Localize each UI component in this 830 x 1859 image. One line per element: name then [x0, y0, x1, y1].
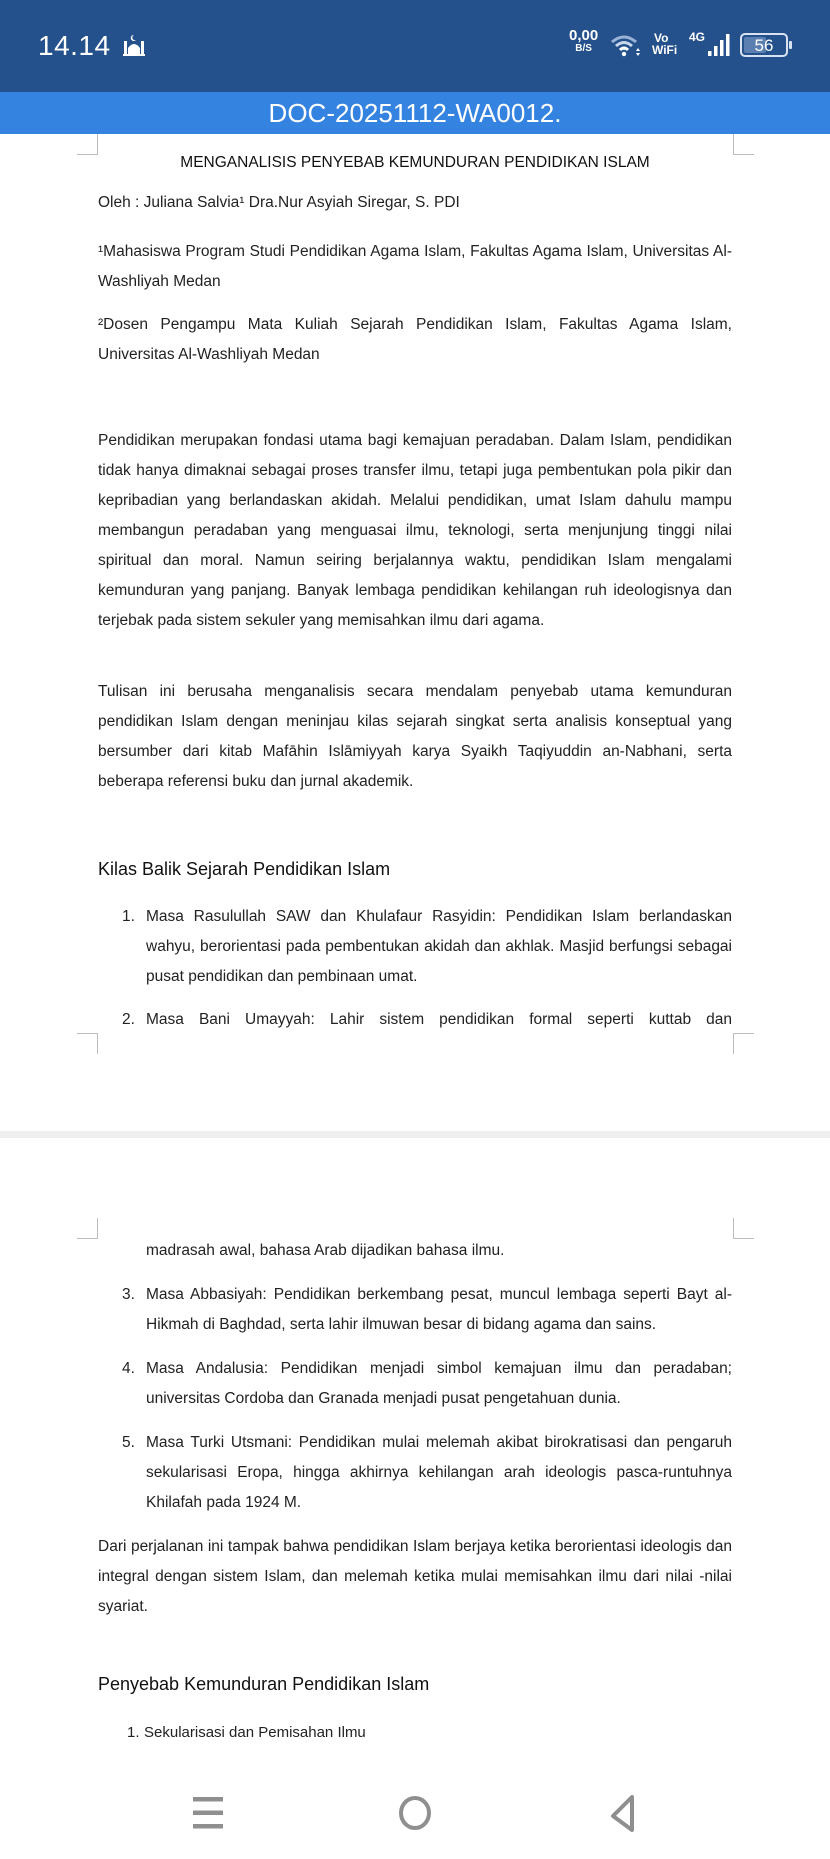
intro-paragraph-2: Tulisan ini berusaha menganalisis secara mendalam penyebab utama kemunduran pendidikan Islam dengan meninjau kilas sejarah singkat serta analisis konseptual yang bersumber dari kitab Mafāhin Islāmiyyah karya Syaikh Taqiyuddin an-Nabhani, serta beberapa referensi buku dan jurnal akademik.: [98, 683, 732, 790]
history-list-item-5: [98, 1428, 732, 1518]
history-list-item-4: [98, 1354, 732, 1414]
clock: 14.14: [38, 30, 111, 61]
list-number: 4.: [122, 1360, 135, 1377]
list-item-text: Masa Abbasiyah: Pendidikan berkembang pesat, muncul lembaga seperti Bayt al-Hikmah di Baghdad, serta lahir ilmuwan besar di bidang agama dan sains.: [146, 1286, 732, 1333]
intro-paragraph-1: Pendidikan merupakan fondasi utama bagi kemajuan peradaban. Dalam Islam, pendidikan tidak hanya dimaknai sebagai proses transfer ilmu, tetapi juga pembentukan pola pikir dan kepribadian yang berlandaskan akidah. Melalui pendidikan, umat Islam dahulu mampu membangun peradaban yang menguasai ilmu, teknologi, serta menjunjung tinggi nilai spiritual dan moral. Namun seiring berjalannya waktu, pendidikan Islam mengalami kemunduran yang panjang. Banyak lembaga pendidikan kehilangan ruh ideologisnya dan terjebak pada sistem sekuler yang memisahkan ilmu dari agama.: [98, 432, 732, 629]
mosque-icon: [122, 33, 146, 57]
page-corner-marker: [733, 1218, 754, 1239]
system-navigation-bar: [0, 1770, 830, 1859]
list-number: 5.: [122, 1434, 135, 1451]
battery-tip: [789, 41, 792, 49]
list-item-text: Masa Turki Utsmani: Pendidikan mulai melemah akibat birokratisasi dan pengaruh sekularisasi Eropa, hingga akhirnya kehilangan arah ideologis pasca-runtuhnya Khilafah pada 1924 M.: [146, 1434, 732, 1511]
document-title-bar: [0, 92, 830, 134]
page-corner-marker: [77, 1218, 98, 1239]
author-line: Oleh : Juliana Salvia¹ Dra.Nur Asyiah Siregar, S. PDI: [98, 194, 460, 211]
list-number: 3.: [122, 1286, 135, 1303]
network-type: 4G: [689, 30, 706, 44]
list-item-text: Masa Andalusia: Pendidikan menjadi simbol kemajuan ilmu dan peradaban; universitas Cordoba dan Granada menjadi pusat pengetahuan dunia.: [146, 1360, 732, 1407]
affiliation-2: ²Dosen Pengampu Mata Kuliah Sejarah Pendidikan Islam, Fakultas Agama Islam, Universitas Al-Washliyah Medan: [98, 316, 732, 363]
history-list-item-2-continuation: madrasah awal, bahasa Arab dijadikan bahasa ilmu.: [146, 1242, 505, 1259]
page-separator: [0, 1131, 830, 1138]
cause-list-item-1: [98, 1718, 732, 1748]
history-list-item-2: [98, 1005, 732, 1035]
page-corner-marker: [77, 1033, 98, 1054]
network-speed: [569, 29, 598, 55]
vowifi-line1: Vo: [654, 31, 669, 45]
page-corner-marker: [77, 134, 98, 155]
wifi-icon: [610, 34, 642, 58]
net-speed-value: 0,00: [569, 27, 599, 44]
history-list-item-3: [98, 1280, 732, 1340]
list-item-text: Sekularisasi dan Pemisahan Ilmu: [144, 1724, 366, 1741]
circle-home-icon[interactable]: [390, 1788, 440, 1838]
history-list-item-1: [98, 902, 732, 992]
list-number: 2.: [122, 1011, 135, 1028]
page-corner-marker: [733, 134, 754, 155]
signal-strength-icon: [706, 32, 734, 58]
section-heading-history: Kilas Balik Sejarah Pendidikan Islam: [98, 859, 391, 879]
menu-lines-icon[interactable]: [183, 1788, 233, 1838]
affiliation-1: ¹Mahasiswa Program Studi Pendidikan Agama Islam, Fakultas Agama Islam, Universitas Al-Washliyah Medan: [98, 243, 732, 290]
document-page-2[interactable]: [0, 1138, 830, 1770]
battery-indicator: [740, 33, 788, 57]
list-number: 1.: [122, 908, 135, 925]
vowifi-line2: WiFi: [652, 43, 678, 57]
document-filename: DOC-20251112-WA0012.: [268, 98, 562, 128]
document-heading: MENGANALISIS PENYEBAB KEMUNDURAN PENDIDIKAN ISLAM: [180, 154, 650, 171]
page-corner-marker: [733, 1033, 754, 1054]
battery-level: 56: [754, 36, 774, 55]
vowifi-indicator: [652, 32, 677, 56]
list-item-text: Masa Bani Umayyah: Lahir sistem pendidikan formal seperti kuttab dan: [146, 1011, 732, 1028]
list-item-text: Masa Rasulullah SAW dan Khulafaur Rasyidin: Pendidikan Islam berlandaskan wahyu, berorientasi pada pembentukan akidah dan akhlak. Masjid berfungsi sebagai pusat pendidikan dan pembinaan umat.: [146, 908, 732, 985]
section-heading-causes: Penyebab Kemunduran Pendidikan Islam: [98, 1674, 430, 1694]
conclusion-paragraph: Dari perjalanan ini tampak bahwa pendidikan Islam berjaya ketika berorientasi ideologis dan integral dengan sistem Islam, dan melemah ketika mulai memisahkan ilmu dari nilai -nilai syariat.: [98, 1538, 732, 1615]
status-bar: [0, 0, 830, 92]
document-page-1[interactable]: [0, 134, 830, 1131]
net-speed-unit: B/S: [575, 43, 592, 54]
list-number: 1.: [127, 1724, 140, 1741]
triangle-back-icon[interactable]: [597, 1788, 647, 1838]
